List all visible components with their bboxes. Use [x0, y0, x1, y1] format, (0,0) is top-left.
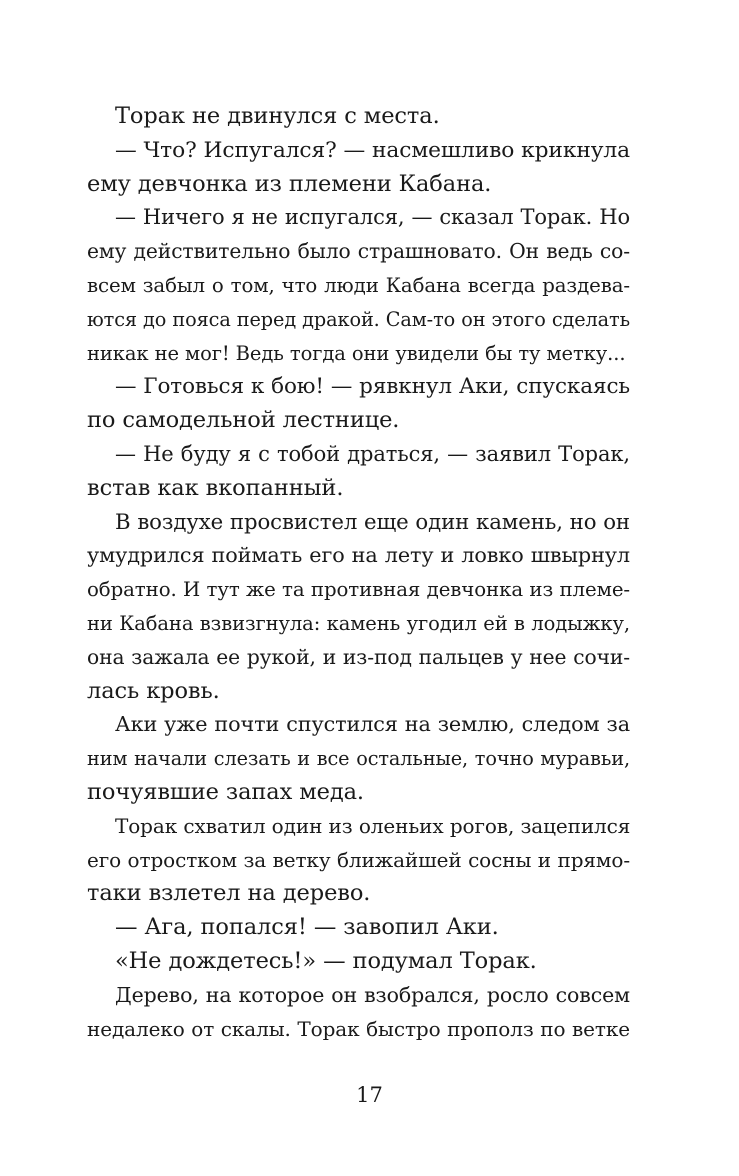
text-line: «Не дождетесь!» — подумал Торак. — [115, 947, 537, 974]
text-line: лась кровь. — [87, 677, 220, 704]
text-line: ются до пояса перед дракой. Сам-то он этого сделать — [87, 307, 630, 331]
text-line: обратно. И тут же та противная девчонка из племе- — [87, 578, 630, 602]
text-line: — Готовься к бою! — рявкнул Аки, спускаясь — [115, 374, 630, 400]
text-line: Аки уже почти спустился на землю, следом за — [115, 712, 630, 737]
text-line: встав как вкопанный. — [87, 474, 344, 501]
text-line: умудрился поймать его на лету и ловко швырнул — [87, 543, 630, 568]
text-line: ни Кабана взвизгнула: камень угодил ей в лодыжку, — [87, 611, 630, 635]
text-line: по самодельной лестнице. — [87, 407, 400, 434]
text-line: Торак схватил один из оленьих рогов, зацепился — [115, 813, 631, 838]
text-line: В воздухе просвистел еще один камень, но он — [115, 509, 630, 535]
text-line: — Не буду я с тобой драться, — заявил Торак, — [115, 441, 630, 466]
text-line: недалеко от скалы. Торак быстро прополз по ветке — [87, 1016, 630, 1041]
text-line: ему действительно было страшновато. Он ведь со- — [87, 239, 630, 264]
text-line: — Ага, попался! — завопил Аки. — [115, 914, 499, 941]
text-line: таки взлетел на дерево. — [87, 880, 371, 907]
text-line: никак не мог! Ведь тогда они увидели бы ту метку... — [87, 341, 626, 365]
text-line: Дерево, на которое он взобрался, росло совсем — [115, 982, 630, 1007]
text-line: она зажала ее рукой, и из-под пальцев у нее сочи- — [87, 644, 630, 669]
page-number: 17 — [356, 1083, 383, 1107]
text-line: почуявшие запах меда. — [87, 778, 364, 805]
text-line: — Ничего я не испугался, — сказал Торак. Но — [115, 205, 630, 230]
text-line: всем забыл о том, что люди Кабана всегда раздева- — [87, 273, 630, 297]
body-text — [87, 100, 630, 1046]
text-line: Торак не двинулся с места. — [115, 103, 440, 129]
text-line: ему девчонка из племени Кабана. — [87, 170, 492, 197]
text-line: ним начали слезать и все остальные, точно муравьи, — [87, 747, 630, 771]
text-line: его отростком за ветку ближайшей сосны и прямо- — [87, 847, 630, 872]
text-line: — Что? Испугался? — насмешливо крикнула — [115, 137, 630, 163]
